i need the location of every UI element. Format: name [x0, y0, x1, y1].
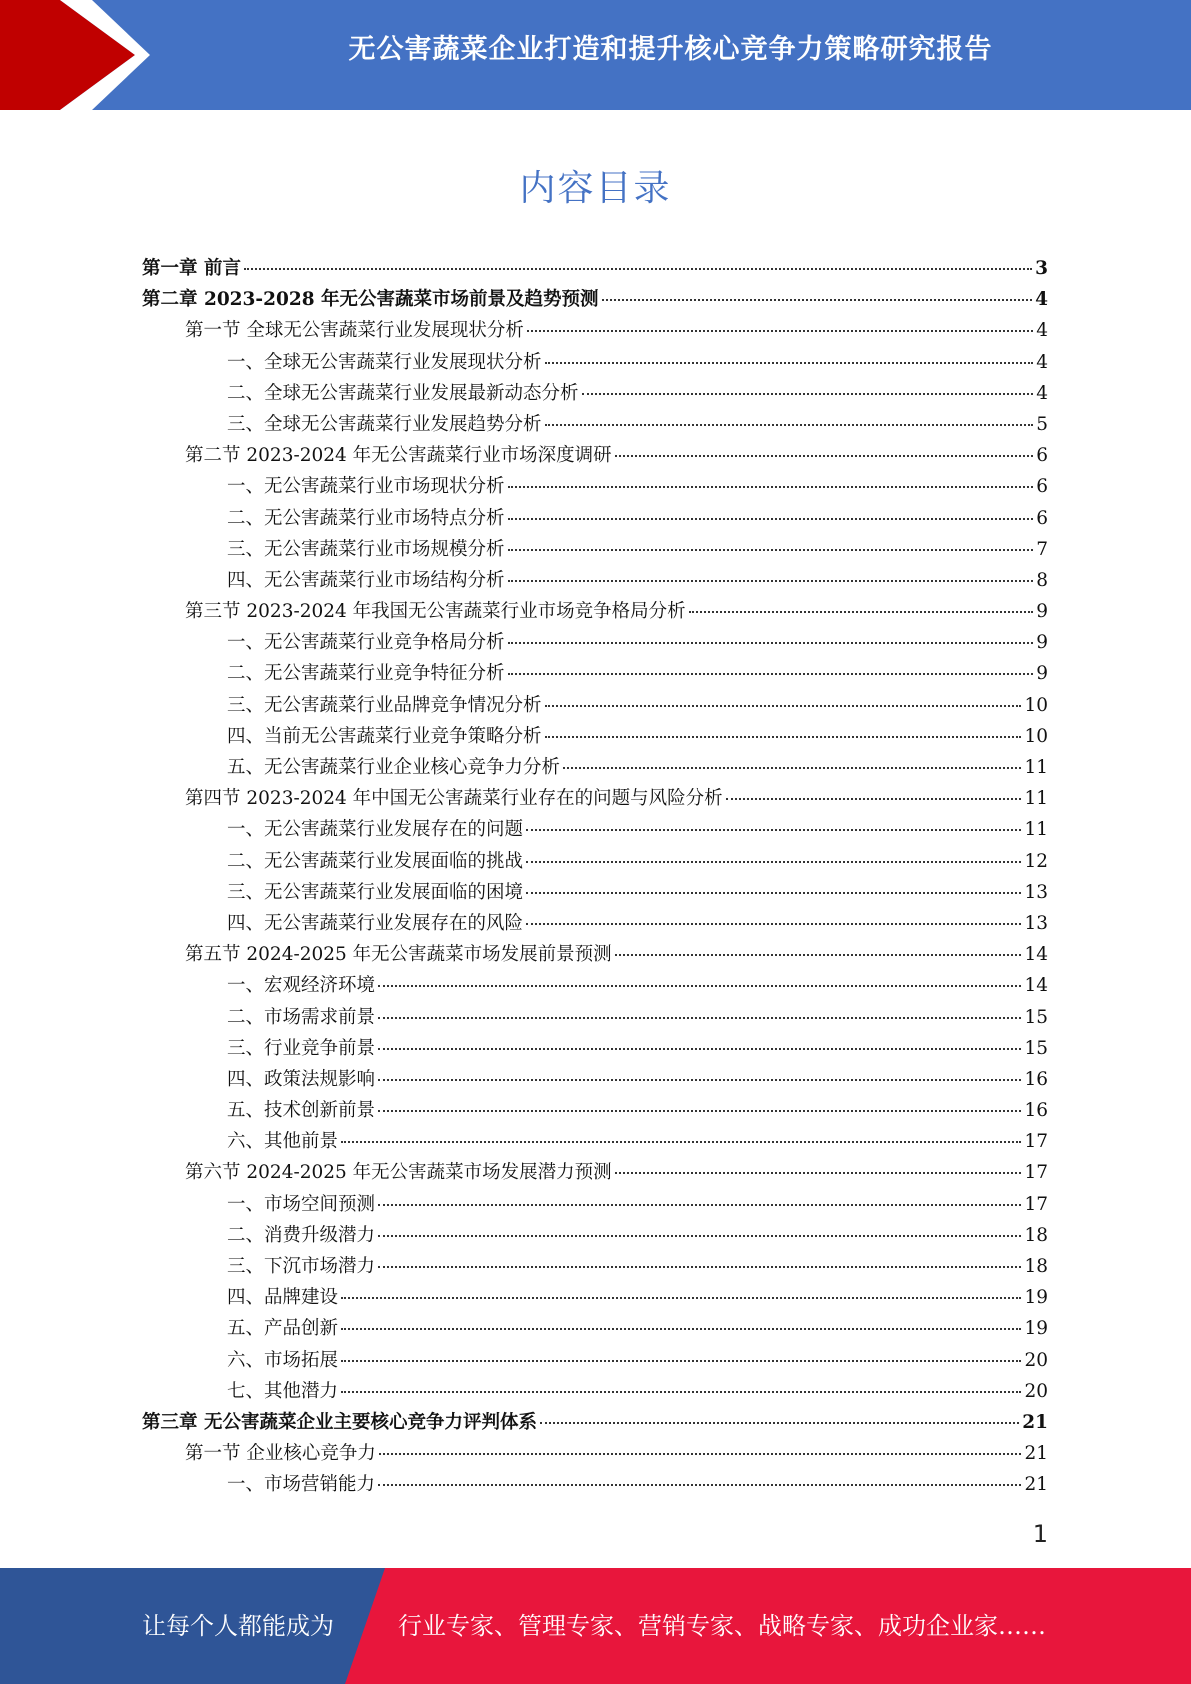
toc-entry-page: 14 — [1024, 944, 1048, 966]
toc-entry[interactable] — [142, 254, 1048, 285]
toc-entry-page: 16 — [1024, 1068, 1048, 1090]
page-header — [0, 0, 1191, 110]
dot-leader — [341, 1141, 1021, 1143]
dot-leader — [602, 299, 1033, 301]
toc-entry-title: 一、宏观经济环境 — [227, 975, 376, 997]
toc-entry-page: 15 — [1024, 1006, 1048, 1028]
footer-tagline: 行业专家、管理专家、营销专家、战略专家、成功企业家…… — [398, 1612, 1046, 1640]
toc-entry[interactable] — [142, 316, 1048, 347]
dot-leader — [378, 1484, 1021, 1486]
dot-leader — [527, 330, 1033, 332]
toc-entry[interactable] — [142, 1065, 1048, 1096]
toc-entry-title: 第二节 2023-2024 年无公害蔬菜行业市场深度调研 — [185, 445, 612, 467]
page-number: 1 — [1032, 1520, 1048, 1548]
toc-entry-page: 21 — [1024, 1443, 1048, 1465]
toc-entry-page: 19 — [1024, 1287, 1048, 1309]
dot-leader — [378, 1204, 1021, 1206]
dot-leader — [378, 1235, 1021, 1237]
toc-entry[interactable] — [142, 691, 1048, 722]
toc-entry[interactable] — [142, 410, 1048, 441]
toc-entry[interactable] — [142, 784, 1048, 815]
toc-entry-title: 一、市场营销能力 — [227, 1474, 376, 1496]
toc-entry-title: 第六节 2024-2025 年无公害蔬菜市场发展潜力预测 — [185, 1162, 612, 1184]
toc-entry-title: 二、全球无公害蔬菜行业发展最新动态分析 — [227, 382, 579, 404]
dot-leader — [526, 861, 1021, 863]
dot-leader — [244, 268, 1032, 270]
toc-entry[interactable] — [142, 659, 1048, 690]
dot-leader — [508, 642, 1034, 644]
toc-entry-title: 第二章 2023-2028 年无公害蔬菜市场前景及趋势预测 — [142, 289, 599, 311]
toc-entry[interactable] — [142, 1470, 1048, 1501]
toc-entry-title: 二、无公害蔬菜行业市场特点分析 — [227, 507, 505, 529]
toc-entry[interactable] — [142, 1408, 1048, 1439]
toc-entry-title: 一、市场空间预测 — [227, 1193, 376, 1215]
toc-entry-page: 18 — [1024, 1256, 1048, 1277]
toc-entry[interactable] — [142, 847, 1048, 878]
dot-leader — [545, 705, 1022, 707]
toc-entry[interactable] — [142, 1221, 1048, 1252]
dot-leader — [526, 829, 1021, 831]
toc-entry-title: 四、政策法规影响 — [227, 1068, 376, 1090]
toc-entry[interactable] — [142, 1127, 1048, 1158]
toc-entry-page: 8 — [1036, 569, 1048, 591]
toc-entry-page: 10 — [1024, 725, 1048, 747]
toc-entry-title: 一、全球无公害蔬菜行业发展现状分析 — [227, 351, 542, 373]
toc-entry-title: 第一节 全球无公害蔬菜行业发展现状分析 — [185, 320, 524, 342]
toc-entry-page: 17 — [1024, 1162, 1048, 1184]
toc-entry-page: 4 — [1035, 289, 1048, 311]
toc-entry-title: 第一节 企业核心竞争力 — [185, 1443, 376, 1465]
toc-entry[interactable] — [142, 909, 1048, 940]
toc-entry-page: 20 — [1024, 1349, 1048, 1371]
toc-entry-page: 10 — [1024, 694, 1048, 716]
toc-entry[interactable] — [142, 722, 1048, 753]
toc-entry[interactable] — [142, 441, 1048, 472]
toc-entry-title: 五、产品创新 — [227, 1318, 339, 1340]
dot-leader — [615, 1172, 1022, 1174]
dot-leader — [545, 424, 1034, 426]
toc-entry-title: 五、技术创新前景 — [227, 1100, 376, 1122]
toc-entry-page: 21 — [1024, 1474, 1048, 1496]
dot-leader — [508, 518, 1034, 520]
dot-leader — [508, 580, 1034, 582]
dot-leader — [341, 1297, 1021, 1299]
toc-entry[interactable] — [142, 504, 1048, 535]
dot-leader — [378, 1079, 1021, 1081]
footer-slogan: 让每个人都能成为 — [142, 1612, 334, 1640]
dot-leader — [615, 954, 1022, 956]
toc-entry-title: 第一章 前言 — [142, 258, 241, 279]
toc-entry-page: 15 — [1024, 1037, 1048, 1059]
dot-leader — [379, 1453, 1022, 1455]
toc-entry[interactable] — [142, 1190, 1048, 1221]
toc-entry-page: 13 — [1024, 881, 1048, 903]
toc-entry-title: 二、无公害蔬菜行业发展面临的挑战 — [227, 850, 524, 872]
toc-entry[interactable] — [142, 1439, 1048, 1470]
toc-entry-page: 4 — [1036, 351, 1048, 373]
toc-entry[interactable] — [142, 815, 1048, 846]
toc-entry-title: 第三节 2023-2024 年我国无公害蔬菜行业市场竞争格局分析 — [185, 601, 686, 623]
toc-entry[interactable] — [142, 1096, 1048, 1127]
toc-entry-page: 12 — [1024, 850, 1048, 872]
dot-leader — [341, 1360, 1021, 1362]
toc-entry-page: 6 — [1036, 476, 1048, 498]
dot-leader — [508, 486, 1034, 488]
toc-entry-page: 3 — [1035, 258, 1048, 279]
dot-leader — [508, 673, 1034, 675]
toc-entry-title: 三、无公害蔬菜行业品牌竞争情况分析 — [227, 694, 542, 716]
toc-entry-title: 二、市场需求前景 — [227, 1006, 376, 1028]
toc-entry-page: 19 — [1024, 1318, 1048, 1340]
dot-leader — [526, 892, 1021, 894]
toc-entry-page: 21 — [1022, 1411, 1048, 1433]
dot-leader — [378, 1048, 1021, 1050]
dot-leader — [508, 549, 1034, 551]
dot-leader — [341, 1391, 1021, 1393]
toc-entry-title: 二、消费升级潜力 — [227, 1224, 376, 1246]
toc-entry-title: 一、无公害蔬菜行业发展存在的问题 — [227, 819, 524, 841]
toc-entry[interactable] — [142, 379, 1048, 410]
dot-leader — [378, 985, 1021, 987]
toc-entry-page: 5 — [1036, 413, 1048, 435]
dot-leader — [545, 362, 1034, 364]
dot-leader — [378, 1017, 1021, 1019]
report-title: 无公害蔬菜企业打造和提升核心竞争力策略研究报告 — [348, 34, 993, 65]
dot-leader — [545, 736, 1022, 738]
toc-entry[interactable] — [142, 1377, 1048, 1408]
toc-entry[interactable] — [142, 1252, 1048, 1283]
toc-entry[interactable] — [142, 971, 1048, 1002]
toc-entry-page: 20 — [1024, 1380, 1048, 1402]
dot-leader — [689, 611, 1034, 613]
toc-entry[interactable] — [142, 1158, 1048, 1189]
toc-entry-page: 9 — [1036, 632, 1048, 654]
toc-entry-title: 三、下沉市场潜力 — [227, 1256, 376, 1277]
toc-entry-title: 三、行业竞争前景 — [227, 1037, 376, 1059]
toc-entry[interactable] — [142, 1034, 1048, 1065]
toc-entry[interactable] — [142, 1346, 1048, 1377]
toc-entry[interactable] — [142, 597, 1048, 628]
page-footer — [0, 1568, 1191, 1684]
dot-leader — [563, 767, 1021, 769]
toc-entry-title: 四、无公害蔬菜行业发展存在的风险 — [227, 912, 524, 934]
toc-entry-page: 13 — [1024, 912, 1048, 934]
dot-leader — [540, 1422, 1019, 1424]
toc-entry-title: 五、无公害蔬菜行业企业核心竞争力分析 — [227, 757, 561, 778]
toc-entry[interactable] — [142, 628, 1048, 659]
toc-entry[interactable] — [142, 1283, 1048, 1314]
toc-entry-title: 一、无公害蔬菜行业市场现状分析 — [227, 476, 505, 498]
toc-entry-title: 二、无公害蔬菜行业竞争特征分析 — [227, 663, 505, 685]
toc-entry-title: 七、其他潜力 — [227, 1380, 339, 1402]
toc-entry-title: 第五节 2024-2025 年无公害蔬菜市场发展前景预测 — [185, 944, 612, 966]
toc-heading: 内容目录 — [519, 168, 672, 209]
toc-entry-page: 14 — [1024, 975, 1048, 997]
toc-entry-page: 4 — [1036, 382, 1048, 404]
toc-entry[interactable] — [142, 1314, 1048, 1345]
dot-leader — [526, 923, 1021, 925]
dot-leader — [378, 1110, 1021, 1112]
toc-entry[interactable] — [142, 348, 1048, 379]
toc-entry-title: 三、无公害蔬菜行业发展面临的困境 — [227, 881, 524, 903]
toc-entry-page: 11 — [1024, 819, 1048, 841]
toc-entry-title: 一、无公害蔬菜行业竞争格局分析 — [227, 632, 505, 654]
toc-entry-page: 17 — [1024, 1131, 1048, 1153]
toc-entry-page: 6 — [1036, 445, 1048, 467]
toc-entry-page: 16 — [1024, 1100, 1048, 1122]
toc-entry-page: 4 — [1036, 320, 1048, 342]
toc-entry-title: 三、全球无公害蔬菜行业发展趋势分析 — [227, 413, 542, 435]
toc-entry-page: 6 — [1036, 507, 1048, 529]
dot-leader — [378, 1266, 1021, 1268]
toc-entry-page: 11 — [1024, 757, 1048, 778]
toc-entry-page: 17 — [1024, 1193, 1048, 1215]
toc-entry-title: 四、无公害蔬菜行业市场结构分析 — [227, 569, 505, 591]
toc-entry-page: 11 — [1024, 788, 1048, 810]
toc-entry[interactable] — [142, 878, 1048, 909]
table-of-contents — [142, 254, 1048, 1502]
dot-leader — [726, 798, 1022, 800]
toc-entry[interactable] — [142, 285, 1048, 316]
toc-entry-title: 三、无公害蔬菜行业市场规模分析 — [227, 538, 505, 560]
dot-leader — [341, 1328, 1021, 1330]
toc-entry-title: 六、市场拓展 — [227, 1349, 339, 1371]
toc-entry-page: 7 — [1036, 538, 1048, 560]
toc-entry[interactable] — [142, 472, 1048, 503]
toc-entry-title: 六、其他前景 — [227, 1131, 339, 1153]
toc-entry[interactable] — [142, 566, 1048, 597]
toc-entry[interactable] — [142, 940, 1048, 971]
toc-entry-title: 四、当前无公害蔬菜行业竞争策略分析 — [227, 725, 542, 747]
toc-entry-page: 9 — [1036, 601, 1048, 623]
toc-entry-page: 9 — [1036, 663, 1048, 685]
toc-entry[interactable] — [142, 753, 1048, 784]
toc-entry-title: 第四节 2023-2024 年中国无公害蔬菜行业存在的问题与风险分析 — [185, 788, 723, 810]
toc-entry-title: 第三章 无公害蔬菜企业主要核心竞争力评判体系 — [142, 1411, 537, 1433]
dot-leader — [615, 455, 1034, 457]
toc-entry-title: 四、品牌建设 — [227, 1287, 339, 1309]
toc-entry[interactable] — [142, 1003, 1048, 1034]
toc-entry-page: 18 — [1024, 1224, 1048, 1246]
toc-entry[interactable] — [142, 535, 1048, 566]
dot-leader — [582, 393, 1034, 395]
